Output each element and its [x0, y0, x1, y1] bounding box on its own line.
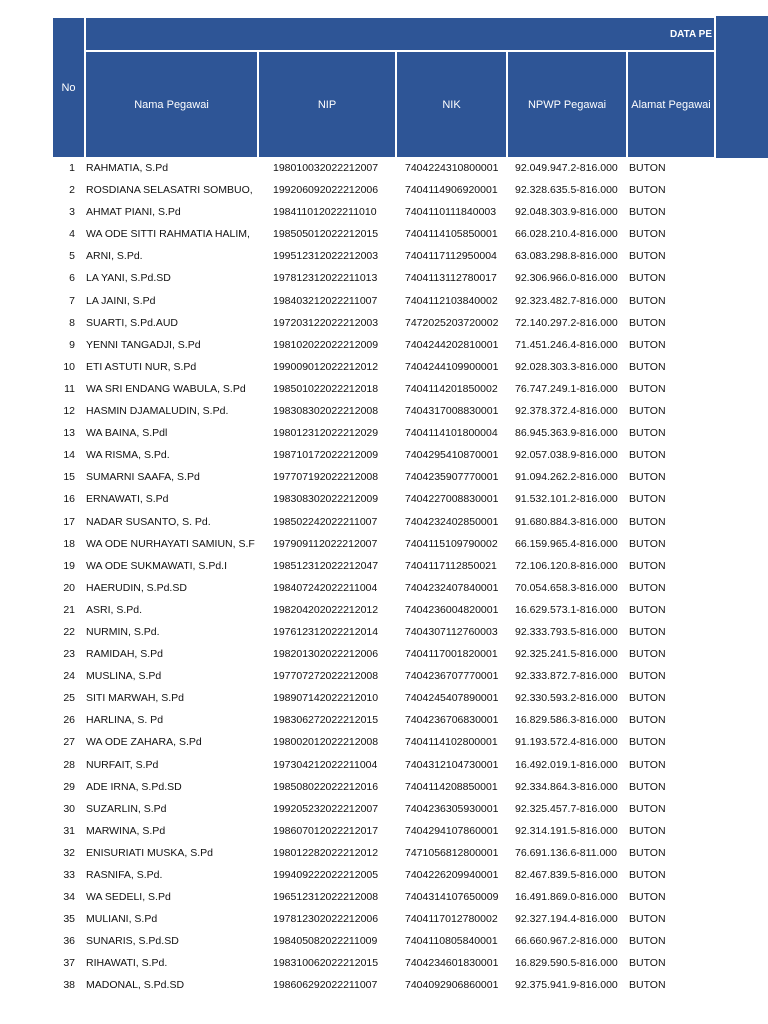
cell-alamat[interactable]: BUTON [629, 625, 666, 638]
cell-nik[interactable]: 7404244202810001 [405, 338, 499, 351]
cell-no[interactable]: 2 [69, 184, 75, 197]
cell-npwp[interactable]: 91.532.101.2-816.000 [515, 493, 618, 506]
header-edge-block [716, 16, 768, 158]
table-body [0, 158, 716, 998]
cell-nama[interactable]: NURMIN, S.Pd. [86, 625, 160, 638]
cell-nip[interactable]: 199512312022212003 [273, 250, 379, 263]
cell-nik[interactable]: 7404114201850002 [405, 382, 498, 395]
table-row [0, 335, 716, 357]
cell-nip[interactable]: 198204202022212012 [273, 603, 379, 616]
cell-nip[interactable]: 199409222022212005 [273, 869, 379, 881]
cell-npwp[interactable]: 66.159.965.4-816.000 [515, 537, 618, 550]
cell-nik[interactable]: 7404236004820001 [405, 603, 499, 616]
table-row [0, 357, 716, 379]
cell-nama[interactable]: WA SRI ENDANG WABULA, S.Pd [86, 382, 246, 395]
cell-nik[interactable]: 7404117112850021 [405, 559, 497, 572]
cell-nip[interactable]: 198012312022212029 [273, 427, 379, 440]
table-row [0, 710, 716, 732]
cell-npwp[interactable]: 66.028.210.4-816.000 [515, 228, 618, 241]
cell-npwp[interactable]: 92.028.303.3-816.000 [515, 360, 618, 373]
cell-alamat[interactable]: BUTON [629, 294, 666, 307]
cell-no[interactable]: 8 [69, 316, 75, 329]
cell-nik[interactable]: 7404236305930001 [405, 802, 499, 815]
cell-no[interactable]: 5 [69, 250, 75, 263]
cell-nama[interactable]: ROSDIANA SELASATRI SOMBUO, [86, 184, 253, 197]
header-npwp[interactable]: NPWP Pegawai [508, 52, 626, 157]
table-row [0, 909, 716, 931]
cell-no[interactable]: 11 [64, 382, 75, 395]
cell-nik[interactable]: 7404294107860001 [405, 824, 499, 837]
cell-nip[interactable]: 197707192022212008 [273, 471, 379, 484]
cell-nik[interactable]: 7404092906860001 [405, 979, 499, 992]
cell-nama[interactable]: ASRI, S.Pd. [86, 603, 143, 616]
cell-nama[interactable]: LA JAINI, S.Pd [86, 294, 156, 307]
cell-nama[interactable]: AHMAT PIANI, S.Pd [86, 206, 181, 219]
cell-no[interactable]: 16 [63, 493, 75, 506]
table-row [0, 821, 716, 843]
cell-nama[interactable]: WA ODE SITTI RAHMATIA HALIM, [86, 228, 250, 241]
cell-alamat[interactable]: BUTON [629, 935, 666, 948]
cell-alamat[interactable]: BUTON [629, 206, 666, 219]
cell-nip[interactable]: 197304212022211004 [273, 758, 378, 771]
cell-nama[interactable]: RIHAWATI, S.Pd. [86, 957, 168, 970]
cell-alamat[interactable]: BUTON [629, 846, 666, 859]
cell-alamat[interactable]: BUTON [629, 338, 666, 351]
cell-nik[interactable]: 7404226209940001 [405, 869, 499, 881]
cell-no[interactable]: 28 [63, 758, 75, 771]
cell-no[interactable]: 12 [63, 405, 75, 418]
cell-no[interactable]: 13 [63, 427, 75, 440]
cell-nik[interactable]: 7404236707770001 [405, 670, 499, 683]
cell-nip[interactable]: 197612312022212014 [273, 625, 379, 638]
cell-nik[interactable]: 7404114906920001 [405, 184, 498, 197]
cell-npwp[interactable]: 92.306.966.0-816.000 [515, 272, 618, 285]
cell-npwp[interactable]: 92.333.872.7-816.000 [515, 670, 618, 683]
cell-nama[interactable]: SITI MARWAH, S.Pd [86, 692, 185, 705]
table-row [0, 291, 716, 313]
cell-no[interactable]: 24 [63, 670, 75, 683]
cell-npwp[interactable]: 16.629.573.1-816.000 [515, 603, 618, 616]
cell-nip[interactable]: 198012282022212012 [273, 846, 379, 859]
cell-nama[interactable]: RAMIDAH, S.Pd [86, 648, 164, 661]
cell-npwp[interactable]: 92.375.941.9-816.000 [515, 979, 618, 992]
cell-npwp[interactable]: 76.747.249.1-816.000 [515, 382, 618, 395]
table-row [0, 556, 716, 578]
cell-alamat[interactable]: BUTON [629, 581, 666, 594]
table-row [0, 467, 716, 489]
table-row [0, 666, 716, 688]
table-row [0, 246, 716, 268]
table-row [0, 268, 716, 290]
cell-nama[interactable]: WA RISMA, S.Pd. [86, 449, 170, 462]
cell-npwp[interactable]: 92.057.038.9-816.000 [515, 449, 618, 462]
cell-no[interactable]: 1 [69, 162, 75, 174]
cell-nik[interactable]: 7404110111840003 [405, 206, 497, 219]
cell-npwp[interactable]: 71.451.246.4-816.000 [515, 338, 618, 351]
cell-nip[interactable]: 197812302022212006 [273, 913, 379, 926]
cell-nama[interactable]: RAHMATIA, S.Pd [86, 162, 169, 174]
cell-alamat[interactable]: BUTON [629, 979, 666, 992]
cell-nama[interactable]: ADE IRNA, S.Pd.SD [86, 780, 182, 793]
cell-alamat[interactable]: BUTON [629, 382, 666, 395]
cell-no[interactable]: 35 [63, 913, 75, 926]
cell-alamat[interactable]: BUTON [629, 758, 666, 771]
cell-alamat[interactable]: BUTON [629, 471, 666, 484]
cell-npwp[interactable]: 72.106.120.8-816.000 [515, 559, 618, 572]
cell-nik[interactable]: 7404234601830001 [405, 957, 499, 970]
cell-nip[interactable]: 197707272022212008 [273, 670, 379, 683]
table-row [0, 489, 716, 511]
table-row [0, 777, 716, 799]
cell-nip[interactable]: 198501022022212018 [273, 382, 379, 395]
cell-nik[interactable]: 7404295410870001 [405, 449, 499, 462]
cell-nip[interactable]: 198411012022211010 [273, 206, 377, 219]
cell-no[interactable]: 25 [63, 692, 75, 705]
cell-no[interactable]: 38 [63, 979, 75, 992]
cell-alamat[interactable]: BUTON [629, 648, 666, 661]
cell-alamat[interactable]: BUTON [629, 714, 666, 727]
cell-alamat[interactable]: BUTON [629, 957, 666, 970]
cell-nik[interactable]: 7404232407840001 [405, 581, 499, 594]
cell-nip[interactable]: 198502242022211007 [273, 515, 378, 528]
table-row [0, 379, 716, 401]
header-title[interactable]: DATA PE [86, 18, 714, 50]
cell-nama[interactable]: WA ODE SUKMAWATI, S.Pd.I [86, 559, 227, 572]
cell-nik[interactable]: 7404312104730001 [405, 758, 499, 771]
cell-alamat[interactable]: BUTON [629, 913, 666, 926]
cell-alamat[interactable]: BUTON [629, 493, 666, 506]
cell-nip[interactable]: 198306272022212015 [273, 714, 379, 727]
cell-nip[interactable]: 198405082022211009 [273, 935, 378, 948]
cell-alamat[interactable]: BUTON [629, 537, 666, 550]
cell-no[interactable]: 34 [63, 891, 75, 904]
cell-nik[interactable]: 7404227008830001 [405, 493, 499, 506]
cell-nip[interactable]: 198310062022212015 [273, 957, 379, 970]
cell-npwp[interactable]: 16.492.019.1-816.000 [515, 758, 618, 771]
cell-nip[interactable]: 198710172022212009 [273, 449, 379, 462]
cell-npwp[interactable]: 16.829.590.5-816.000 [515, 957, 618, 970]
cell-nip[interactable]: 198505012022212015 [273, 228, 379, 241]
cell-nik[interactable]: 7404115109790002 [405, 537, 498, 550]
cell-alamat[interactable]: BUTON [629, 603, 666, 616]
cell-no[interactable]: 6 [69, 272, 75, 285]
cell-npwp[interactable]: 92.327.194.4-816.000 [515, 913, 618, 926]
cell-alamat[interactable]: BUTON [629, 250, 666, 263]
table-row [0, 158, 716, 180]
cell-npwp[interactable]: 63.083.298.8-816.000 [515, 250, 618, 263]
cell-no[interactable]: 7 [69, 294, 75, 307]
table-row [0, 512, 716, 534]
cell-nama[interactable]: WA BAINA, S.Pdl [86, 427, 168, 440]
cell-nik[interactable]: 7404114105850001 [405, 228, 498, 241]
cell-nama[interactable]: YENNI TANGADJI, S.Pd [86, 338, 201, 351]
cell-alamat[interactable]: BUTON [629, 736, 666, 749]
cell-npwp[interactable]: 16.491.869.0-816.000 [515, 891, 618, 904]
cell-nama[interactable]: WA ODE NURHAYATI SAMIUN, S.F [86, 537, 255, 550]
cell-alamat[interactable]: BUTON [629, 692, 666, 705]
cell-nik[interactable]: 7404236706830001 [405, 714, 499, 727]
cell-alamat[interactable]: BUTON [629, 869, 666, 881]
cell-npwp[interactable]: 92.048.303.9-816.000 [515, 206, 618, 219]
cell-alamat[interactable]: BUTON [629, 802, 666, 815]
cell-nip[interactable]: 199205232022212007 [273, 802, 379, 815]
cell-npwp[interactable]: 92.328.635.5-816.000 [515, 184, 618, 197]
cell-alamat[interactable]: BUTON [629, 184, 666, 197]
cell-alamat[interactable]: BUTON [629, 316, 666, 329]
cell-alamat[interactable]: BUTON [629, 559, 666, 572]
cell-nama[interactable]: LA YANI, S.Pd.SD [86, 272, 171, 285]
cell-nama[interactable]: WA ODE ZAHARA, S.Pd [86, 736, 202, 749]
cell-no[interactable]: 4 [69, 228, 75, 241]
cell-alamat[interactable]: BUTON [629, 515, 666, 528]
table-row [0, 843, 716, 865]
cell-nik[interactable]: 7404113112780017 [405, 272, 497, 285]
cell-npwp[interactable]: 76.691.136.6-811.000 [515, 846, 617, 859]
cell-nik[interactable]: 7404224310800001 [405, 162, 499, 174]
cell-nama[interactable]: HASMIN DJAMALUDIN, S.Pd. [86, 405, 229, 418]
cell-nik[interactable]: 7404244109900001 [405, 360, 499, 373]
cell-no[interactable]: 9 [69, 338, 75, 351]
cell-nip[interactable]: 198201302022212006 [273, 648, 379, 661]
cell-nip[interactable]: 199009012022212012 [273, 360, 379, 373]
cell-alamat[interactable]: BUTON [629, 405, 666, 418]
cell-nik[interactable]: 7404317008830001 [405, 405, 499, 418]
header-nama-pegawai[interactable]: Nama Pegawai [86, 52, 257, 157]
table-row [0, 887, 716, 909]
cell-nik[interactable]: 7404232402850001 [405, 515, 499, 528]
cell-npwp[interactable]: 16.829.586.3-816.000 [515, 714, 618, 727]
cell-nama[interactable]: SUARTI, S.Pd.AUD [86, 316, 178, 329]
cell-nama[interactable]: ETI ASTUTI NUR, S.Pd [86, 360, 197, 373]
header-alamat[interactable]: Alamat Pegawai [628, 52, 714, 157]
cell-npwp[interactable]: 86.945.363.9-816.000 [515, 427, 618, 440]
cell-nip[interactable]: 198002012022212008 [273, 736, 379, 749]
cell-alamat[interactable]: BUTON [629, 824, 666, 837]
cell-nip[interactable]: 198606292022211007 [273, 979, 378, 992]
cell-nip[interactable]: 198907142022212010 [273, 692, 379, 705]
table-row [0, 600, 716, 622]
cell-nama[interactable]: SUNARIS, S.Pd.SD [86, 935, 179, 948]
table-row [0, 688, 716, 710]
cell-no[interactable]: 22 [63, 625, 75, 638]
table-row [0, 644, 716, 666]
cell-npwp[interactable]: 92.330.593.2-816.000 [515, 692, 618, 705]
cell-no[interactable]: 37 [63, 957, 75, 970]
cell-nik[interactable]: 7404245407890001 [405, 692, 499, 705]
cell-nik[interactable]: 7404114101800004 [405, 427, 498, 440]
cell-nip[interactable]: 198308302022212008 [273, 405, 379, 418]
cell-no[interactable]: 10 [63, 360, 75, 373]
cell-nama[interactable]: HAERUDIN, S.Pd.SD [86, 581, 187, 594]
table-row [0, 224, 716, 246]
table-row [0, 755, 716, 777]
cell-nip[interactable]: 198010032022212007 [273, 162, 379, 174]
cell-alamat[interactable]: BUTON [629, 228, 666, 241]
cell-no[interactable]: 17 [63, 515, 75, 528]
cell-no[interactable]: 3 [69, 206, 75, 219]
cell-npwp[interactable]: 92.314.191.5-816.000 [515, 824, 618, 837]
cell-npwp[interactable]: 92.323.482.7-816.000 [515, 294, 618, 307]
cell-npwp[interactable]: 72.140.297.2-816.000 [515, 316, 618, 329]
cell-no[interactable]: 31 [63, 824, 75, 837]
table-row [0, 578, 716, 600]
cell-nik[interactable]: 7472025203720002 [405, 316, 499, 329]
table-row [0, 622, 716, 644]
header-no[interactable]: No [53, 18, 84, 157]
cell-nip[interactable]: 198102022022212009 [273, 338, 379, 351]
cell-npwp[interactable]: 91.193.572.4-816.000 [515, 736, 618, 749]
cell-nama[interactable]: SUZARLIN, S.Pd [86, 802, 167, 815]
cell-nama[interactable]: ARNI, S.Pd. [86, 250, 143, 263]
cell-nik[interactable]: 7404114208850001 [405, 780, 498, 793]
cell-nik[interactable]: 7404117012780002 [405, 913, 498, 926]
cell-nip[interactable]: 198407242022211004 [273, 581, 378, 594]
table-row [0, 445, 716, 467]
cell-alamat[interactable]: BUTON [629, 670, 666, 683]
cell-nik[interactable]: 7404314107650009 [405, 891, 499, 904]
cell-alamat[interactable]: BUTON [629, 427, 666, 440]
table-row [0, 423, 716, 445]
table-row [0, 799, 716, 821]
cell-no[interactable]: 23 [63, 648, 75, 661]
table-row [0, 953, 716, 975]
table-row [0, 401, 716, 423]
cell-nip[interactable]: 199206092022212006 [273, 184, 379, 197]
cell-nama[interactable]: MUSLINA, S.Pd [86, 670, 162, 683]
cell-nip[interactable]: 197812312022211013 [273, 272, 378, 285]
cell-npwp[interactable]: 91.094.262.2-816.000 [515, 471, 618, 484]
table-row [0, 534, 716, 556]
cell-npwp[interactable]: 92.333.793.5-816.000 [515, 625, 618, 638]
cell-nik[interactable]: 7404117112950004 [405, 250, 497, 263]
cell-nama[interactable]: ENISURIATI MUSKA, S.Pd [86, 846, 213, 859]
cell-no[interactable]: 27 [63, 736, 75, 749]
cell-nip[interactable]: 198512312022212047 [273, 559, 379, 572]
table-row [0, 975, 716, 997]
cell-nama[interactable]: NURFAIT, S.Pd [86, 758, 159, 771]
cell-nama[interactable]: ERNAWATI, S.Pd [86, 493, 169, 506]
cell-nip[interactable]: 197203122022212003 [273, 316, 379, 329]
cell-nik[interactable]: 7404112103840002 [405, 294, 498, 307]
header-nip[interactable]: NIP [259, 52, 395, 157]
table-row [0, 931, 716, 953]
cell-no[interactable]: 21 [63, 603, 75, 616]
cell-nik[interactable]: 7404114102800001 [405, 736, 498, 749]
cell-nip[interactable]: 198607012022212017 [273, 824, 379, 837]
cell-no[interactable]: 20 [63, 581, 75, 594]
cell-no[interactable]: 30 [63, 802, 75, 815]
cell-no[interactable]: 14 [63, 449, 75, 462]
cell-nik[interactable]: 7471056812800001 [405, 846, 499, 859]
table-row [0, 202, 716, 224]
cell-nip[interactable]: 198508022022212016 [273, 780, 379, 793]
cell-npwp[interactable]: 82.467.839.5-816.000 [515, 869, 618, 881]
table-row [0, 732, 716, 754]
cell-nama[interactable]: NADAR SUSANTO, S. Pd. [86, 515, 211, 528]
cell-no[interactable]: 29 [63, 780, 75, 793]
cell-alamat[interactable]: BUTON [629, 162, 666, 174]
cell-nama[interactable]: RASNIFA, S.Pd. [86, 869, 163, 881]
cell-nip[interactable]: 198403212022211007 [273, 294, 378, 307]
cell-nik[interactable]: 7404307112760003 [405, 625, 498, 638]
cell-nama[interactable]: SUMARNI SAAFA, S.Pd [86, 471, 200, 484]
cell-nama[interactable]: HARLINA, S. Pd [86, 714, 164, 727]
cell-npwp[interactable]: 92.325.241.5-816.000 [515, 648, 618, 661]
cell-nik[interactable]: 7404235907770001 [405, 471, 499, 484]
cell-nik[interactable]: 7404110805840001 [405, 935, 498, 948]
cell-no[interactable]: 32 [63, 846, 75, 859]
cell-nik[interactable]: 7404117001820001 [405, 648, 498, 661]
cell-nama[interactable]: MARWINA, S.Pd [86, 824, 166, 837]
cell-nip[interactable]: 197909112022212007 [273, 537, 378, 550]
cell-nama[interactable]: MADONAL, S.Pd.SD [86, 979, 185, 992]
cell-no[interactable]: 18 [63, 537, 75, 550]
cell-nip[interactable]: 196512312022212008 [273, 891, 379, 904]
cell-alamat[interactable]: BUTON [629, 272, 666, 285]
cell-nip[interactable]: 198308302022212009 [273, 493, 379, 506]
cell-npwp[interactable]: 92.049.947.2-816.000 [515, 162, 618, 174]
cell-alamat[interactable]: BUTON [629, 780, 666, 793]
cell-nama[interactable]: WA SEDELI, S.Pd [86, 891, 171, 904]
cell-alamat[interactable]: BUTON [629, 449, 666, 462]
cell-npwp[interactable]: 91.680.884.3-816.000 [515, 515, 618, 528]
cell-npwp[interactable]: 92.378.372.4-816.000 [515, 405, 618, 418]
cell-npwp[interactable]: 92.334.864.3-816.000 [515, 780, 618, 793]
table-row [0, 865, 716, 887]
cell-no[interactable]: 36 [63, 935, 75, 948]
cell-no[interactable]: 33 [63, 869, 75, 881]
cell-nama[interactable]: MULIANI, S.Pd [86, 913, 158, 926]
cell-no[interactable]: 26 [63, 714, 75, 727]
table-row [0, 313, 716, 335]
cell-npwp[interactable]: 70.054.658.3-816.000 [515, 581, 618, 594]
cell-alamat[interactable]: BUTON [629, 360, 666, 373]
cell-npwp[interactable]: 66.660.967.2-816.000 [515, 935, 618, 948]
cell-npwp[interactable]: 92.325.457.7-816.000 [515, 802, 618, 815]
cell-alamat[interactable]: BUTON [629, 891, 666, 904]
cell-no[interactable]: 15 [63, 471, 75, 484]
cell-no[interactable]: 19 [63, 559, 75, 572]
header-nik[interactable]: NIK [397, 52, 506, 157]
table-row [0, 180, 716, 202]
